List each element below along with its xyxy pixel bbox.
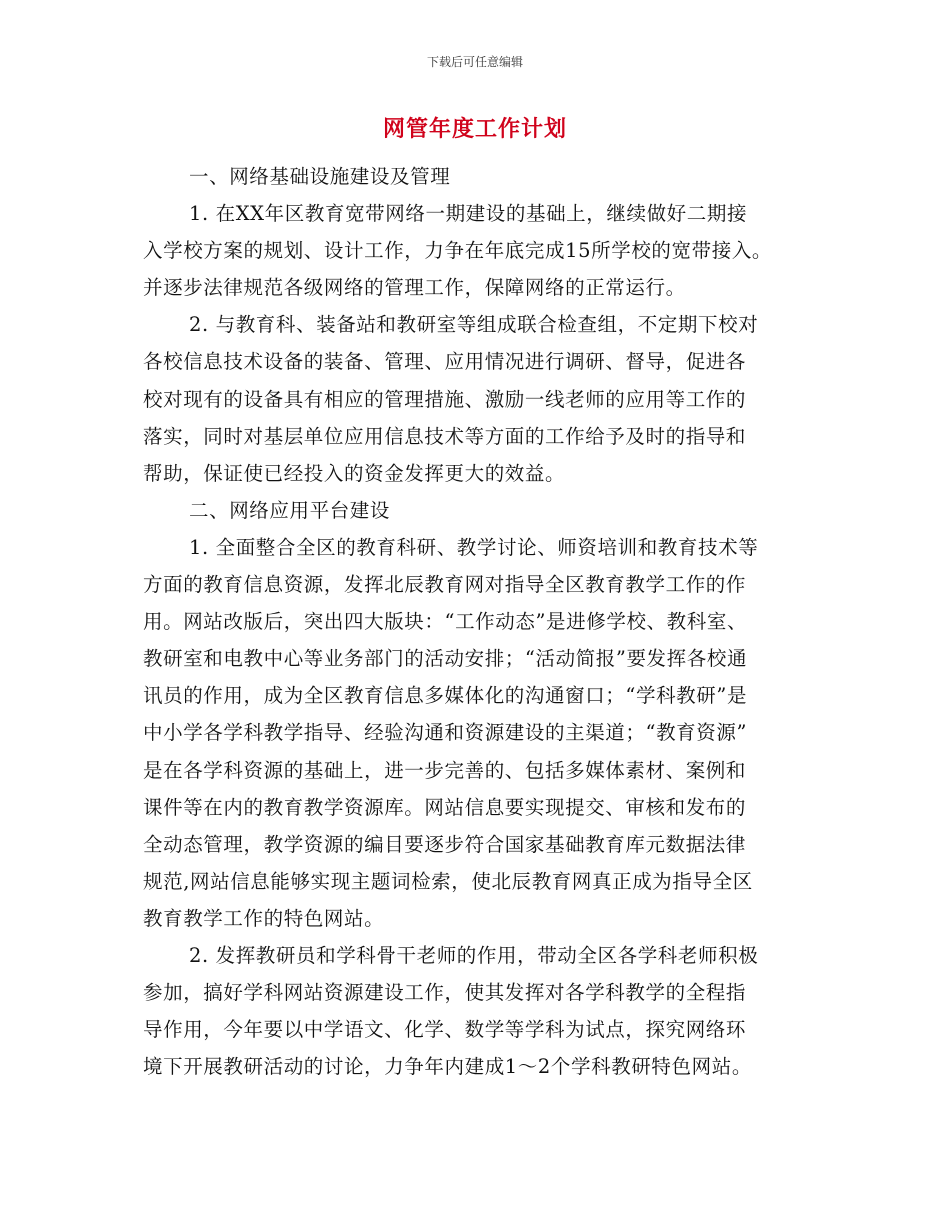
text-line: 帮助，保证使已经投入的资金发挥更大的效益。 — [143, 461, 566, 485]
page-title: 网管年度工作计划 — [382, 117, 567, 142]
text-line: 二、网络应用平台建设 — [189, 498, 391, 522]
text-line: 2. 与教育科、装备站和教研室等组成联合检查组，不定期下校对 — [189, 313, 759, 337]
text-line: 境下开展教研活动的讨论，力争年内建成1～2个学科教研特色网站。 — [143, 1055, 752, 1079]
text-line: 用。网站改版后，突出四大版块：“工作动态”是进修学校、教科室、 — [143, 610, 748, 634]
text-line: 中小学各学科教学指导、经验沟通和资源建设的主渠道；“教育资源” — [143, 721, 748, 745]
text-line: 1. 全面整合全区的教育科研、教学讨论、师资培训和教育技术等 — [189, 535, 759, 559]
text-line: 校对现有的设备具有相应的管理措施、激励一线老师的应用等工作的 — [143, 387, 747, 411]
text-line: 参加，搞好学科网站资源建设工作，使其发挥对各学科教学的全程指 — [143, 981, 747, 1005]
text-line: 全动态管理，教学资源的编目要逐步符合国家基础教育库元数据法律 — [143, 832, 747, 856]
text-line: 讯员的作用，成为全区教育信息多媒体化的沟通窗口；“学科教研”是 — [143, 684, 748, 708]
text-line: 教育教学工作的特色网站。 — [143, 906, 385, 930]
text-line: 方面的教育信息资源，发挥北辰教育网对指导全区教育教学工作的作 — [143, 573, 747, 597]
text-line: 一、网络基础设施建设及管理 — [189, 165, 451, 188]
text-line: 1. 在XX年区教育宽带网络一期建设的基础上，继续做好二期接 — [189, 202, 748, 226]
text-line: 各校信息技术设备的装备、管理、应用情况进行调研、督导，促进各 — [143, 350, 747, 374]
text-line: 课件等在内的教育教学资源库。网站信息要实现提交、审核和发布的 — [143, 795, 747, 819]
text-line: 规范,网站信息能够实现主题词检索，使北辰教育网真正成为指导全区 — [143, 869, 753, 893]
text-line: 是在各学科资源的基础上，进一步完善的、包括多媒体素材、案例和 — [143, 758, 747, 782]
text-line: 导作用，今年要以中学语文、化学、数学等学科为试点，探究网络环 — [143, 1018, 747, 1042]
text-line: 入学校方案的规划、设计工作，力争在年底完成15所学校的宽带接入。 — [143, 239, 773, 263]
text-line: 教研室和电教中心等业务部门的活动安排；“活动简报”要发挥各校通 — [143, 647, 748, 671]
text-line: 2. 发挥教研员和学科骨干老师的作用，带动全区各学科老师积极 — [189, 943, 759, 967]
text-line: 并逐步法律规范各级网络的管理工作，保障网络的正常运行。 — [143, 276, 686, 300]
document-body — [143, 158, 809, 1085]
header-note: 下载后可任意编辑 — [426, 55, 523, 69]
text-line: 落实，同时对基层单位应用信息技术等方面的工作给予及时的指导和 — [143, 424, 747, 448]
